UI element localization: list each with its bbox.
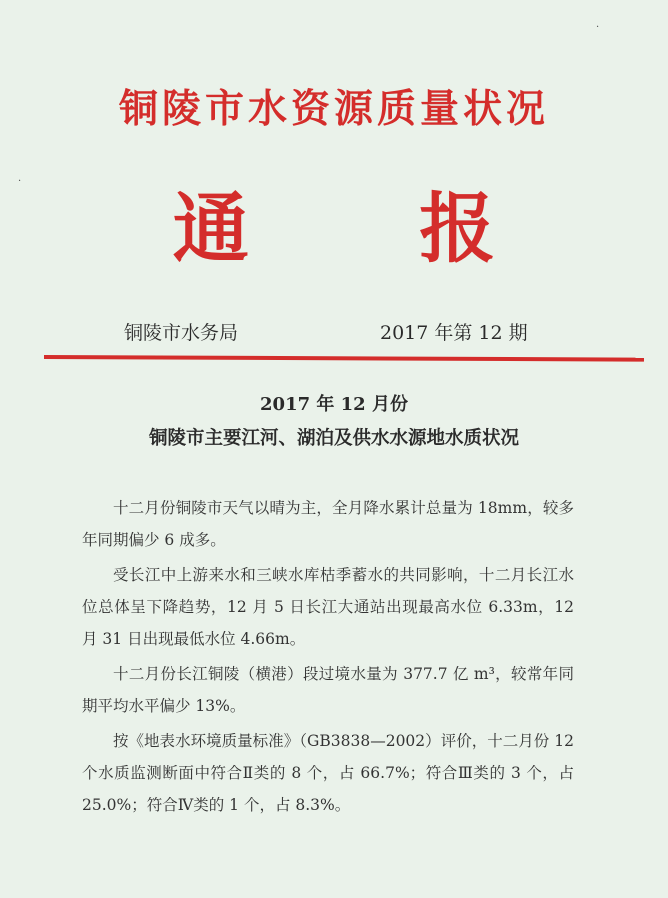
scan-speck: · [596,22,600,33]
report-title-heading: 铜陵市主要江河、湖泊及供水水源地水质状况 [148,428,519,449]
issue-number: 2017 年第 12 期 [380,322,528,344]
report-period-heading: 2017 年 12 月份 [260,394,408,415]
scan-speck: · [18,176,22,187]
issuer-name: 铜陵市水务局 [124,322,239,344]
masthead-title: 铜陵市水资源质量状况 [118,86,549,132]
masthead-subtitle: 通 报 [172,184,568,273]
paragraph-water-level: 受长江中上游来水和三峡水库枯季蓄水的共同影响，十二月长江水位总体呈下降趋势，12 月 5 日长江大通站出现最高水位 6.33m，12 月 31 日出现最低水位 4.66m。 [82,566,574,648]
body-text [82,492,574,824]
red-divider [44,355,644,362]
paragraph-precipitation: 十二月份铜陵市天气以晴为主，全月降水累计总量为 18mm，较多年同期偏少 6 成多。 [82,499,574,549]
issuer-row [0,318,668,348]
paragraph-transit-volume: 十二月份长江铜陵（横港）段过境水量为 377.7 亿 m³，较常年同期平均水平偏少 13%。 [82,665,574,715]
paragraph-quality-evaluation: 按《地表水环境质量标准》（GB3838—2002）评价，十二月份 12 个水质监测断面中符合Ⅱ类的 8 个，占 66.7%；符合Ⅲ类的 3 个，占 25.0%；符合Ⅳ类的 1 个，占 8.3%。 [82,732,574,814]
